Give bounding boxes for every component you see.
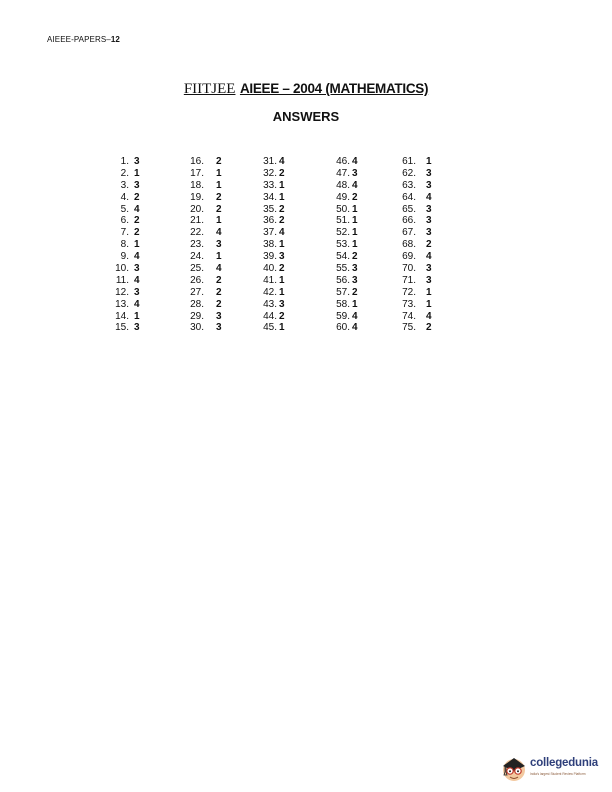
brand-tagline: India's largest Student Review Platform [530,772,586,776]
answer-option: 1 [134,239,140,251]
question-number: 64. [402,191,416,203]
answer-row [180,299,222,311]
answer-option: 3 [352,274,358,286]
answer-row [396,275,432,287]
answer-option: 2 [279,167,285,179]
question-number: 66. [402,215,416,227]
answer-row [330,322,358,334]
question-number: 39. [263,251,277,263]
answer-option: 1 [279,239,285,251]
answer-row [107,180,140,192]
answer-row [330,168,358,180]
answer-row [257,311,285,323]
answer-row [257,227,285,239]
answer-row [257,168,285,180]
question-number: 17. [190,167,204,179]
answer-row [396,287,432,299]
question-number: 35. [263,203,277,215]
answer-row [107,287,140,299]
answer-row [107,275,140,287]
question-number: 73. [402,298,416,310]
answer-row [257,275,285,287]
question-number: 37. [263,227,277,239]
question-number: 70. [402,263,416,275]
answer-option: 1 [352,298,358,310]
question-number: 7. [120,227,129,239]
question-number: 51. [336,215,350,227]
title-exam: AIEEE – 2004 (MATHEMATICS) [239,81,429,96]
answer-row [396,168,432,180]
answer-row [180,275,222,287]
answer-option: 4 [134,251,140,263]
question-number: 21. [190,215,204,227]
answer-option: 4 [134,203,140,215]
answer-option: 1 [279,191,285,203]
answer-option: 1 [426,156,432,167]
answer-option: 3 [279,298,285,310]
answer-row [330,215,358,227]
answer-row [330,204,358,216]
question-number: 11. [115,274,129,286]
answer-option: 2 [134,191,140,203]
question-number: 74. [402,310,416,322]
answer-option: 4 [426,251,432,263]
page-header [47,35,120,44]
answer-option: 4 [352,156,358,167]
question-number: 33. [263,179,277,191]
answer-option: 2 [216,191,222,203]
question-number: 58. [336,298,350,310]
question-number: 26. [190,274,204,286]
question-number: 14. [115,310,129,322]
answer-row [257,156,285,168]
answer-row [257,192,285,204]
answer-option: 2 [279,203,285,215]
question-number: 56. [336,274,350,286]
answer-option: 1 [216,167,222,179]
question-number: 42. [263,286,277,298]
answer-row [180,263,222,275]
answer-option: 2 [134,227,140,239]
answer-row [257,239,285,251]
answer-option: 1 [134,167,140,179]
question-number: 1. [120,156,129,167]
question-number: 71. [402,274,416,286]
answers-heading: ANSWERS [272,109,340,124]
answer-option: 1 [279,179,285,191]
answer-option: 1 [352,227,358,239]
answer-option: 4 [352,310,358,322]
question-number: 44. [263,310,277,322]
question-number: 59. [336,310,350,322]
question-number: 29. [190,310,204,322]
question-number: 15. [115,322,129,334]
answer-option: 2 [216,274,222,286]
answer-row [257,299,285,311]
question-number: 30. [190,322,204,334]
answer-option: 4 [426,310,432,322]
answer-option: 2 [134,215,140,227]
answer-row [330,156,358,168]
question-number: 22. [190,227,204,239]
answer-option: 2 [216,156,222,167]
question-number: 12. [115,286,129,298]
answer-column [180,156,222,334]
answer-row [180,156,222,168]
answer-row [257,180,285,192]
answer-option: 2 [352,286,358,298]
question-number: 4. [120,191,129,203]
answer-option: 2 [352,251,358,263]
answer-row [330,251,358,263]
answer-option: 3 [134,156,140,167]
question-number: 50. [336,203,350,215]
answer-row [257,251,285,263]
answer-row [396,192,432,204]
question-number: 18. [190,179,204,191]
title-fiitjee: FIITJEE [183,81,236,97]
answer-option: 3 [216,322,222,334]
answer-row [180,287,222,299]
answer-row [330,239,358,251]
answer-row [107,215,140,227]
question-number: 13. [115,298,129,310]
answer-option: 4 [216,263,222,275]
answer-row [330,311,358,323]
brand-name: collegedunia [530,757,598,769]
answer-row [180,251,222,263]
question-number: 65. [402,203,416,215]
question-number: 36. [263,215,277,227]
answer-row [180,180,222,192]
answer-option: 3 [352,167,358,179]
answer-option: 4 [426,191,432,203]
answer-option: 3 [134,179,140,191]
collegedunia-logo [500,752,608,786]
answer-row [180,322,222,334]
answer-option: 1 [216,251,222,263]
answer-option: 2 [352,191,358,203]
answer-option: 2 [426,239,432,251]
answer-option: 3 [426,167,432,179]
answer-row [180,168,222,180]
question-number: 48. [336,179,350,191]
question-number: 53. [336,239,350,251]
answer-option: 4 [352,179,358,191]
answer-row [107,322,140,334]
answer-row [396,180,432,192]
student-mascot-icon [500,752,528,784]
answer-row [396,263,432,275]
answer-option: 4 [134,274,140,286]
question-number: 47. [336,167,350,179]
answer-row [107,311,140,323]
header-prefix: AIEEE-PAPERS– [47,35,111,44]
question-number: 19. [190,191,204,203]
answer-row [330,299,358,311]
question-number: 40. [263,263,277,275]
question-number: 68. [402,239,416,251]
answer-option: 2 [426,322,432,334]
answer-row [180,192,222,204]
answer-option: 2 [216,298,222,310]
answer-column [330,156,358,334]
answer-option: 2 [279,263,285,275]
question-number: 46. [336,156,350,167]
answer-option: 1 [279,322,285,334]
answer-option: 4 [279,227,285,239]
answer-row [107,227,140,239]
answer-row [180,311,222,323]
answer-row [180,204,222,216]
answer-option: 3 [216,310,222,322]
question-number: 34. [263,191,277,203]
question-number: 63. [402,179,416,191]
answer-option: 3 [426,274,432,286]
answer-option: 2 [279,215,285,227]
answer-option: 2 [279,310,285,322]
question-number: 67. [402,227,416,239]
answer-column [396,156,432,334]
answer-option: 1 [279,286,285,298]
answer-option: 3 [426,215,432,227]
question-number: 60. [336,322,350,334]
question-number: 41. [263,274,277,286]
answer-option: 1 [216,179,222,191]
question-number: 24. [190,251,204,263]
answer-row [396,156,432,168]
question-number: 25. [190,263,204,275]
question-number: 10. [115,263,129,275]
answer-row [396,227,432,239]
answer-row [107,251,140,263]
question-number: 9. [120,251,129,263]
answer-option: 1 [352,203,358,215]
answer-row [396,322,432,334]
answer-row [257,263,285,275]
answer-column [107,156,140,334]
question-number: 69. [402,251,416,263]
question-number: 38. [263,239,277,251]
answer-row [257,287,285,299]
question-number: 49. [336,191,350,203]
question-number: 31. [263,156,277,167]
answer-row [107,204,140,216]
question-number: 54. [336,251,350,263]
answer-row [396,251,432,263]
answer-row [180,227,222,239]
answer-row [396,239,432,251]
question-number: 32. [263,167,277,179]
answer-option: 1 [352,215,358,227]
answer-row [107,192,140,204]
question-number: 20. [190,203,204,215]
question-number: 8. [120,239,129,251]
question-number: 28. [190,298,204,310]
answer-row [107,156,140,168]
answer-option: 3 [426,203,432,215]
answer-row [107,299,140,311]
answer-row [107,168,140,180]
answer-row [257,204,285,216]
question-number: 27. [190,286,204,298]
answer-row [180,215,222,227]
page-title [0,80,612,98]
question-number: 6. [120,215,129,227]
answer-option: 4 [279,156,285,167]
question-number: 52. [336,227,350,239]
answer-option: 4 [352,322,358,334]
answer-option: 4 [216,227,222,239]
answer-option: 1 [426,298,432,310]
answer-row [330,192,358,204]
header-page-number: 12 [110,35,120,44]
answer-option: 1 [426,286,432,298]
answer-row [180,239,222,251]
answer-option: 2 [216,203,222,215]
question-number: 55. [336,263,350,275]
answer-option: 3 [426,179,432,191]
answer-option: 1 [216,215,222,227]
answer-option: 4 [134,298,140,310]
answer-row [330,263,358,275]
question-number: 23. [190,239,204,251]
answer-option: 3 [134,322,140,334]
answer-row [330,287,358,299]
question-number: 2. [120,167,129,179]
answer-option: 2 [216,286,222,298]
question-number: 5. [120,203,129,215]
answer-option: 3 [216,239,222,251]
answer-option: 3 [134,286,140,298]
answer-row [396,215,432,227]
question-number: 61. [402,156,416,167]
answer-option: 1 [352,239,358,251]
question-number: 16. [190,156,204,167]
answer-row [330,227,358,239]
question-number: 43. [263,298,277,310]
question-number: 75. [402,322,416,334]
answer-row [396,311,432,323]
answer-option: 3 [279,251,285,263]
answer-row [257,215,285,227]
answer-option: 3 [134,263,140,275]
answer-row [330,180,358,192]
answer-option: 3 [426,263,432,275]
answer-row [107,263,140,275]
answer-option: 3 [352,263,358,275]
answer-option: 1 [279,274,285,286]
answer-option: 3 [426,227,432,239]
question-number: 45. [263,322,277,334]
answer-row [257,322,285,334]
answer-row [330,275,358,287]
answer-option: 1 [134,310,140,322]
question-number: 72. [402,286,416,298]
question-number: 62. [402,167,416,179]
answer-column [257,156,285,334]
answer-row [107,239,140,251]
answer-row [396,204,432,216]
answer-row [396,299,432,311]
question-number: 57. [336,286,350,298]
question-number: 3. [120,179,129,191]
